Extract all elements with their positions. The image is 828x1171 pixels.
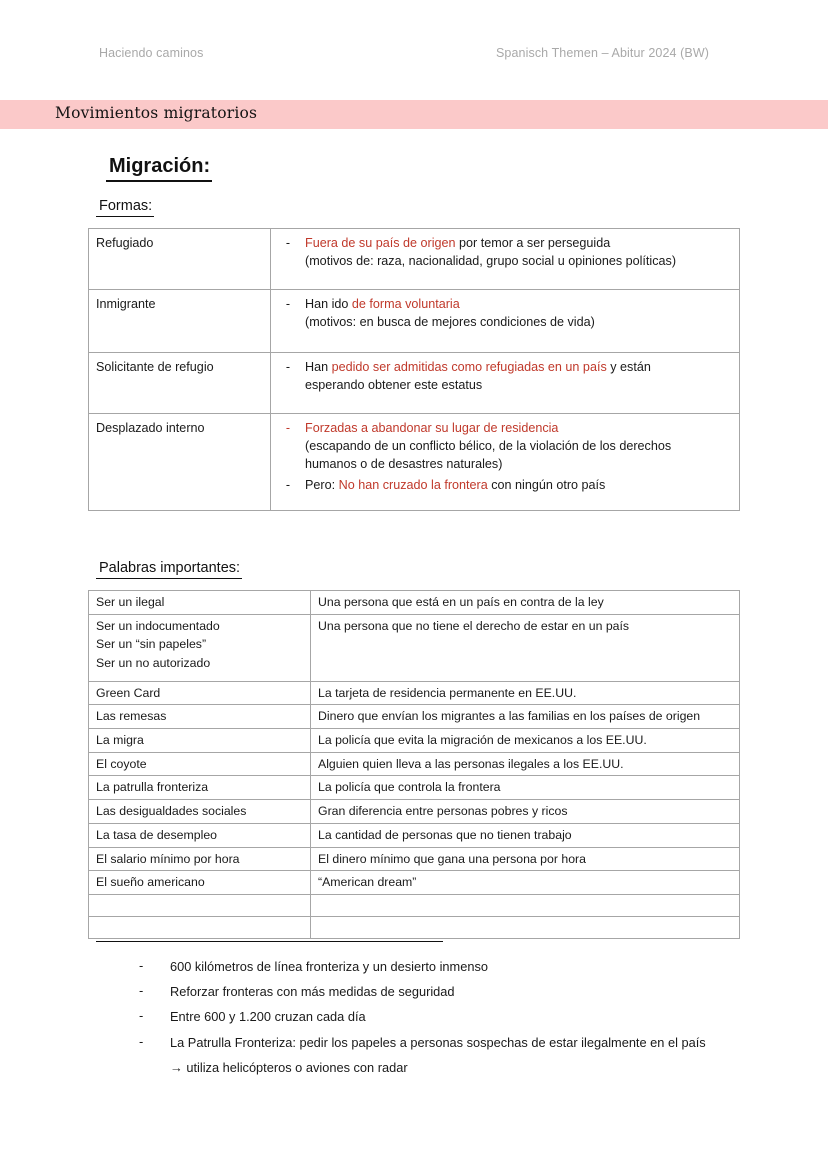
bullet-rest: y están — [606, 360, 651, 374]
bullet-text — [305, 296, 733, 332]
list-item-text: La Patrulla Fronteriza: pedir los papeles a personas sospechas de estar ilegalmente en el país — [170, 1034, 706, 1050]
table-row — [89, 871, 740, 895]
frontera-bullet-list — [139, 957, 779, 1077]
vocab-term — [89, 614, 311, 681]
table-row — [89, 847, 740, 871]
highlight-text: Fuera de su país de origen — [305, 236, 456, 250]
bullet-subtext: (motivos: en busca de mejores condiciones de vida) — [305, 314, 595, 329]
vocab-definition: Alguien quien lleva a las personas ilegales a los EE.UU. — [311, 752, 740, 776]
vocab-definition: El dinero mínimo que gana una persona por hora — [311, 847, 740, 871]
formas-table — [88, 228, 740, 511]
table-row-empty — [89, 916, 740, 938]
chapter-banner — [0, 100, 828, 129]
vocab-term: Las desigualdades sociales — [89, 800, 311, 824]
table-row — [89, 681, 740, 705]
formas-term: Inmigrante — [89, 290, 271, 353]
list-item-arrow: → utiliza helicópteros o aviones con radar — [170, 1059, 408, 1075]
vocab-term — [89, 916, 311, 938]
bullet-dash: - — [139, 1033, 144, 1049]
bullet-dash: - — [139, 983, 144, 999]
table-row — [89, 823, 740, 847]
vocab-term-line-2: Ser un “sin papeles” — [96, 637, 207, 652]
bullet-dash: - — [285, 360, 291, 374]
list-item — [139, 1033, 779, 1052]
formas-term: Solicitante de refugio — [89, 353, 271, 414]
table-row — [89, 800, 740, 824]
vocab-definition: La policía que controla la frontera — [311, 776, 740, 800]
formas-definition — [271, 353, 740, 414]
table-row — [89, 229, 740, 290]
bullet-line — [271, 235, 733, 271]
vocab-definition: Una persona que no tiene el derecho de estar en un país — [311, 614, 740, 681]
bullet-subtext: (motivos de: raza, nacionalidad, grupo social u opiniones políticas) — [305, 253, 677, 268]
table-row — [89, 290, 740, 353]
vocab-definition: Dinero que envían los migrantes a las familias en los países de origen — [311, 705, 740, 729]
vocab-definition: Una persona que está en un país en contra de la ley — [311, 591, 740, 615]
vocab-definition: La cantidad de personas que no tienen trabajo — [311, 823, 740, 847]
bullet-dash: - — [139, 1008, 144, 1024]
formas-definition — [271, 414, 740, 511]
bullet-line — [271, 359, 733, 395]
vocab-term: Ser un ilegal — [89, 591, 311, 615]
page-running-header — [0, 46, 828, 68]
highlight-text: No han cruzado la frontera — [338, 477, 488, 492]
vocab-term: El sueño americano — [89, 871, 311, 895]
vocab-definition: La tarjeta de residencia permanente en EE.UU. — [311, 681, 740, 705]
table-row — [89, 729, 740, 753]
section-heading-formas: Formas: — [96, 198, 154, 217]
vocab-term: El salario mínimo por hora — [89, 847, 311, 871]
vocab-definition: “American dream” — [311, 871, 740, 895]
table-row-empty — [89, 894, 740, 916]
header-right-text: Spanisch Themen – Abitur 2024 (BW) — [496, 46, 710, 60]
table-row — [89, 614, 740, 681]
bullet-text — [305, 477, 733, 495]
bullet-text — [305, 420, 733, 474]
palabras-importantes-table — [88, 590, 740, 939]
list-item — [139, 957, 779, 976]
bullet-rest: con ningún otro país — [487, 477, 606, 492]
vocab-definition — [311, 894, 740, 916]
bullet-dash: - — [285, 477, 291, 492]
page-title: Migración: — [106, 155, 212, 182]
bullet-line — [271, 420, 733, 474]
highlight-text: de forma voluntaria — [351, 297, 460, 311]
bullet-rest: por temor a ser perseguida — [455, 236, 611, 250]
highlight-text: pedido ser admitidas como refugiadas en un país — [331, 360, 607, 374]
vocab-term: La patrulla fronteriza — [89, 776, 311, 800]
bullet-dash: - — [285, 297, 291, 311]
vocab-term — [89, 894, 311, 916]
vocab-term: Las remesas — [89, 705, 311, 729]
formas-definition — [271, 229, 740, 290]
bullet-dash: - — [285, 421, 291, 435]
section-heading-palabras: Palabras importantes: — [96, 560, 242, 579]
highlight-text: Forzadas a abandonar su lugar de residencia — [305, 421, 559, 435]
vocab-term: La tasa de desempleo — [89, 823, 311, 847]
list-item — [139, 982, 779, 1001]
bullet-dash: - — [285, 236, 291, 250]
bullet-pre: Han — [305, 360, 332, 374]
vocab-definition: Gran diferencia entre personas pobres y ricos — [311, 800, 740, 824]
table-row — [89, 591, 740, 615]
vocab-term: El coyote — [89, 752, 311, 776]
bullet-subtext-2: humanos o de desastres naturales) — [305, 456, 503, 471]
chapter-title: Movimientos migratorios — [55, 104, 258, 122]
vocab-definition: La policía que evita la migración de mexicanos a los EE.UU. — [311, 729, 740, 753]
bullet-dash: - — [139, 958, 144, 973]
vocab-definition — [311, 916, 740, 938]
list-item — [139, 1007, 779, 1026]
bullet-line — [271, 477, 733, 495]
table-row — [89, 776, 740, 800]
bullet-line — [271, 296, 733, 332]
formas-term: Desplazado interno — [89, 414, 271, 511]
bullet-text — [305, 235, 733, 271]
bullet-subtext: (escapando de un conflicto bélico, de la violación de los derechos — [305, 438, 672, 453]
bullet-text — [305, 359, 733, 395]
bullet-subtext: esperando obtener este estatus — [305, 377, 483, 392]
vocab-term-line: Ser un indocumentado — [96, 618, 220, 633]
formas-definition — [271, 290, 740, 353]
vocab-term: Green Card — [89, 681, 311, 705]
vocab-term-line-3: Ser un no autorizado — [96, 656, 211, 671]
bullet-pre: Pero: — [305, 477, 339, 492]
list-item-text: Entre 600 y 1.200 cruzan cada día — [170, 1009, 366, 1025]
table-row — [89, 353, 740, 414]
formas-term: Refugiado — [89, 229, 271, 290]
table-row — [89, 414, 740, 511]
list-item-text: Reforzar fronteras con más medidas de seguridad — [170, 984, 455, 1000]
bullet-pre: Han ido — [305, 297, 352, 311]
table-row — [89, 752, 740, 776]
list-item-text: 600 kilómetros de línea fronteriza y un desierto inmenso — [170, 959, 488, 974]
vocab-term: La migra — [89, 729, 311, 753]
header-left-text: Haciendo caminos — [99, 46, 204, 60]
table-row — [89, 705, 740, 729]
